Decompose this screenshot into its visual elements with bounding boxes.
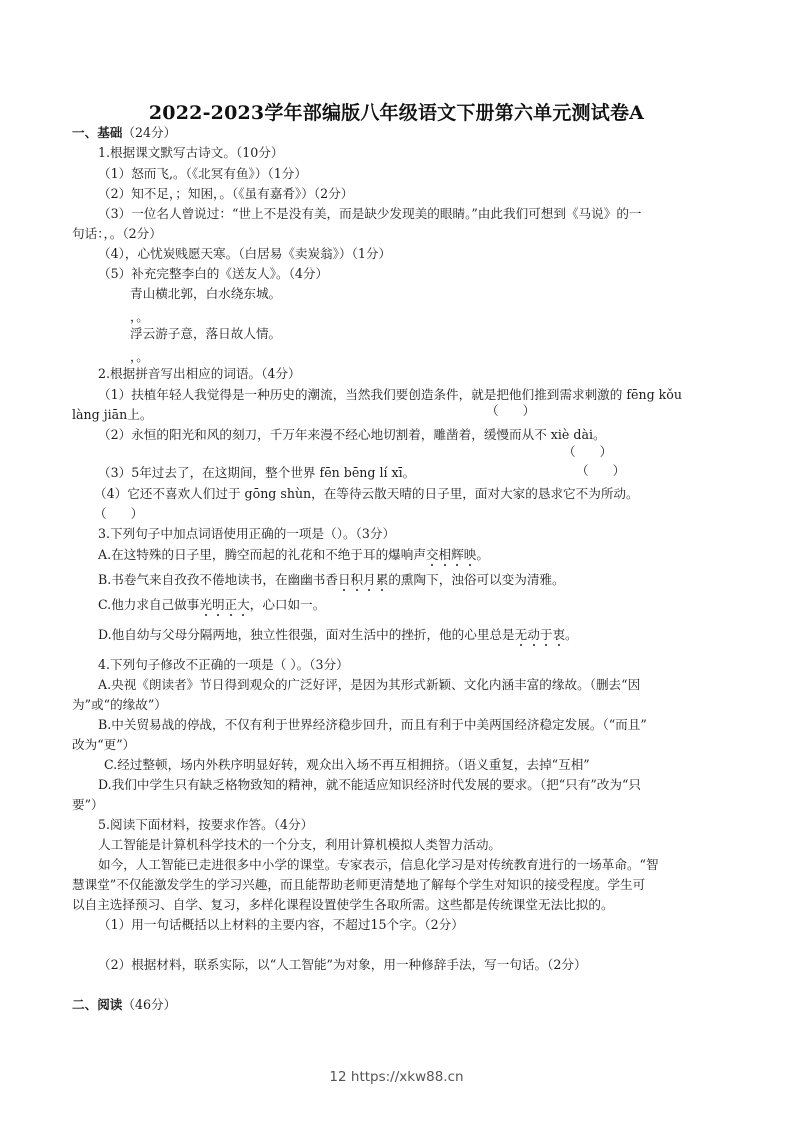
option-text-end: ，心口如一。 xyxy=(249,597,326,612)
q1-item-2: （2）知不足，；知困，。（《虽有嘉肴》）（2分） xyxy=(98,186,354,201)
emphasis-char: 明 xyxy=(211,597,225,612)
emphasis-char: 积 xyxy=(350,572,364,587)
q1-item-3: （3）一位名人曾说过：“世上不是没有美，而是缺少发现美的眼睛。”由此我们可想到《马说》的一 xyxy=(98,206,642,221)
section-points: （46分） xyxy=(122,997,177,1012)
emphasis-char: 累 xyxy=(375,572,389,587)
section-title: 二、阅读 xyxy=(72,997,123,1012)
section-heading-basics xyxy=(72,125,176,141)
poem-blank-1: ，。 xyxy=(130,309,149,324)
dotted-phrase xyxy=(426,547,476,562)
emphasis-char: 交 xyxy=(425,547,439,562)
q3-option-b[interactable] xyxy=(98,572,565,588)
page-footer: 12 https://xkw88.cn xyxy=(329,1069,464,1085)
q2-item-2: （2）永恒的阳光和风的刻刀，千万年来漫不经心地切割着，雕凿着，缓慢而从不 xiè dài。 xyxy=(98,427,606,442)
section-heading-reading xyxy=(72,997,176,1013)
q3-option-c[interactable] xyxy=(98,597,325,613)
question-2-stem: 2.根据拼音写出相应的词语。（4分） xyxy=(98,366,301,381)
option-text-end: 。 xyxy=(565,627,578,642)
emphasis-char: 大 xyxy=(237,597,250,612)
emphasis-char: 光 xyxy=(199,597,212,612)
q1-item-3-cont: 句话：，。（2分） xyxy=(72,226,162,241)
q4-option-c[interactable]: C.经过整顿，场内外秩序明显好转，观众出入场不再互相拥挤。（语义重复，去掉“互相” xyxy=(104,757,590,772)
q2-item-1: （1）扶植年轻人我觉得是一种历史的潮流，当然我们要创造条件，就是把他们推到需求刺激的 fēng kǒu xyxy=(98,387,682,402)
option-text: D.他自幼与父母分隔两地，独立性很强，面对生活中的挫折，他的心里总是 xyxy=(98,627,515,642)
q4-option-d-cont: 要”） xyxy=(72,797,104,812)
q3-option-d[interactable] xyxy=(98,627,578,643)
poem-line-3: 浮云游子意，落日故人情。 xyxy=(130,326,282,341)
q1-item-4: （4），心忧炭贱愿天寒。（白居易《卖炭翁》）（1分） xyxy=(98,246,392,261)
q1-item-5: （5）补充完整李白的《送友人》。（4分） xyxy=(98,266,329,281)
dotted-phrase xyxy=(338,572,388,587)
q1-item-1: （1）怒而飞,。（《北冥有鱼》）（1分） xyxy=(98,166,307,181)
q3-option-a[interactable] xyxy=(98,547,489,563)
emphasis-char: 辉 xyxy=(451,547,464,562)
emphasis-char: 无 xyxy=(514,627,528,642)
option-text-end: 。 xyxy=(476,547,489,562)
emphasis-char: 正 xyxy=(224,597,238,612)
emphasis-char: 于 xyxy=(539,627,553,642)
question-5-stem: 5.阅读下面材料，按要求作答。（4分） xyxy=(98,817,314,832)
option-text: B.书卷气来自孜孜不倦地读书，在幽幽书香 xyxy=(98,572,338,587)
material-paragraph-1: 人工智能是计算机科学技术的一个分支，利用计算机模拟人类智力活动。 xyxy=(98,837,501,852)
emphasis-char: 相 xyxy=(438,547,452,562)
option-text: C.他力求自己做事 xyxy=(98,597,200,612)
q4-option-a-cont: 为”或“的缘故”） xyxy=(72,697,167,712)
emphasis-char: 日 xyxy=(337,572,351,587)
q4-option-d[interactable]: D.我们中学生只有缺乏格物致知的精神，就不能适应知识经济时代发展的要求。（把“只有”改为“只 xyxy=(98,777,642,792)
answer-blank-2[interactable]: （ ） xyxy=(563,444,613,459)
emphasis-char: 衷 xyxy=(552,627,566,642)
q4-option-b[interactable]: B.中关贸易战的停战，不仅有利于世界经济稳步回升，而且有利于中美两国经济稳定发展。（“而且” xyxy=(98,717,647,732)
poem-blank-2: ，。 xyxy=(130,349,149,364)
emphasis-char: 映 xyxy=(463,547,477,562)
answer-blank-3[interactable]: （ ） xyxy=(576,463,626,478)
section-title: 一、基础 xyxy=(72,125,123,140)
q5-sub-2: （2）根据材料，联系实际，以“人工智能”为对象，用一种修辞手法，写一句话。（2分） xyxy=(98,957,587,972)
q4-option-a[interactable]: A.央视《朗读者》节日得到观众的广泛好评，是因为其形式新颖、文化内涵丰富的缘故。（删去“因 xyxy=(98,677,641,692)
answer-blank-4[interactable]: （ ） xyxy=(94,506,144,521)
option-text-end: 的熏陶下，浊俗可以变为清雅。 xyxy=(388,572,565,587)
section-points: （24分） xyxy=(122,125,177,140)
q2-item-3: （3）5年过去了，在这期间，整个世界 fēn bēng lí xī。 xyxy=(98,465,416,480)
material-paragraph-2: 如今，人工智能已走进很多中小学的课堂。专家表示，信息化学习是对传统教育进行的一场革命。“智 xyxy=(98,857,659,872)
q2-item-4: （4）它还不喜欢人们过于 gōng shùn，在等待云散天晴的日子里，面对大家的恳求它不为所动。 xyxy=(94,486,639,501)
question-4-stem: 4.下列句子修改不正确的一项是（ ）。（3分） xyxy=(98,657,349,672)
q2-item-1-cont: làng jiān上。 xyxy=(72,407,153,422)
q4-option-b-cont: 改为“更”） xyxy=(72,737,136,752)
option-text: A.在这特殊的日子里，腾空而起的礼花和不绝于耳的爆响声 xyxy=(98,547,426,562)
material-paragraph-2-cont1: 慧课堂”不仅能激发学生的学习兴趣，而且能帮助老师更清楚地了解每个学生对知识的接受程度。学生可 xyxy=(72,877,646,892)
exam-title: 2022-2023学年部编版八年级语文下册第六单元测试卷A xyxy=(148,102,645,124)
emphasis-char: 月 xyxy=(363,572,376,587)
q5-sub-1: （1）用一句话概括以上材料的主要内容，不超过15个字。（2分） xyxy=(98,917,464,932)
material-paragraph-2-cont2: 以自主选择预习、自学、复习，多样化课程设置使学生各取所需。这些都是传统课堂无法比拟的。 xyxy=(72,897,614,912)
question-3-stem: 3.下列句子中加点词语使用正确的一项是（）。（3分） xyxy=(98,526,396,541)
emphasis-char: 动 xyxy=(527,627,540,642)
poem-line-1: 青山横北郭，白水绕东城。 xyxy=(130,286,282,301)
dotted-phrase xyxy=(199,597,249,612)
answer-blank-1[interactable]: （ ） xyxy=(486,403,536,418)
question-1-stem: 1.根据课文默写古诗文。（10分） xyxy=(98,145,284,160)
dotted-phrase xyxy=(515,627,565,642)
